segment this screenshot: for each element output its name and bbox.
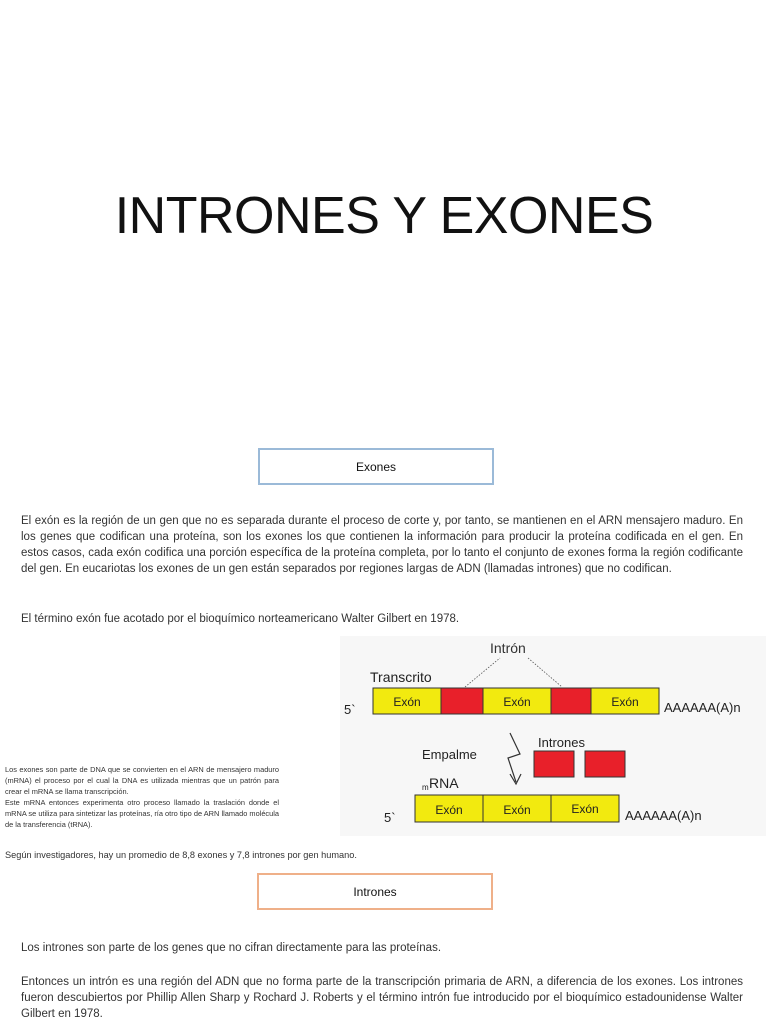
five-prime-bottom: 5` — [384, 810, 396, 825]
exon-label: Exón — [393, 695, 421, 709]
exon-term-paragraph: El término exón fue acotado por el bioquímico norteamericano Walter Gilbert en 1978. — [21, 613, 460, 625]
page-title: INTRONES Y EXONES — [114, 187, 654, 245]
transcrito-label: Transcrito — [370, 669, 432, 685]
intrones-paragraph-1: Los intrones son parte de los genes que no cifran directamente para las proteínas. — [21, 942, 442, 954]
intrones-label: Intrones — [538, 735, 585, 750]
mrna-subscript: m — [422, 783, 429, 792]
exones-heading: Exones — [355, 459, 397, 474]
side-note-2: Este mRNA entonces experimenta otro proceso llamado la traslación donde el mRNA se utiliza para sintetizar las proteínas, ría otro tipo de ARN llamado molécula de la transferencia (tRNA). — [5, 798, 279, 829]
splicing-diagram — [340, 636, 766, 836]
empalme-label: Empalme — [422, 747, 477, 762]
exon-label: Exón — [503, 803, 531, 817]
intrones-paragraph-2: Entonces un intrón es una región del ADN que no forma parte de la transcripción primaria de ARN, a diferencia de los exones. Los intrones fueron descubiertos por Phillip Allen Sharp y Rochard J. Roberts y el término intrón fue introducido por el bioquímico estadounidense Walter Gilbert en 1978. — [21, 976, 743, 1020]
exon-label: Exón — [571, 802, 599, 816]
five-prime-top: 5` — [344, 702, 356, 717]
intron-label: Intrón — [490, 640, 526, 656]
stat-line: Según investigadores, hay un promedio de 8,8 exones y 7,8 intrones por gen humano. — [5, 850, 357, 860]
transcript-intron-1 — [441, 688, 483, 714]
poly-a-tail-top: AAAAAA(A)n — [664, 700, 741, 715]
side-note-1: Los exones son parte de DNA que se convierten en el ARN de mensajero maduro (mRNA) el proceso por el cual la DNA es utilizada mientras que un patrón para crear el mRNA se llama transcripción. — [5, 765, 279, 796]
exon-label: Exón — [503, 695, 531, 709]
exones-heading-box — [258, 448, 494, 485]
mrna-label: RNA — [429, 775, 459, 791]
intrones-heading: Intrones — [353, 884, 397, 899]
exon-label: Exón — [611, 695, 639, 709]
side-note — [5, 764, 279, 830]
transcript-intron-2 — [551, 688, 591, 714]
poly-a-tail-bottom: AAAAAA(A)n — [625, 808, 702, 823]
exon-label: Exón — [435, 803, 463, 817]
excised-intron-2 — [585, 751, 625, 777]
exones-paragraph: El exón es la región de un gen que no es separada durante el proceso de corte y, por tanto, se mantienen en el ARN mensajero maduro. En los genes que codifican una proteína, son los exones los que contienen la información para producir la proteína codificada en el gen. En estos casos, cada exón codifica una porción específica de la proteína completa, por lo tanto el conjunto de exones forma la región codificante del gen. En eucariotas los exones de un gen están separados por regiones largas de ADN (llamadas intrones) que no codifican. — [21, 515, 743, 575]
excised-intron-1 — [534, 751, 574, 777]
intrones-heading-box — [257, 873, 493, 910]
